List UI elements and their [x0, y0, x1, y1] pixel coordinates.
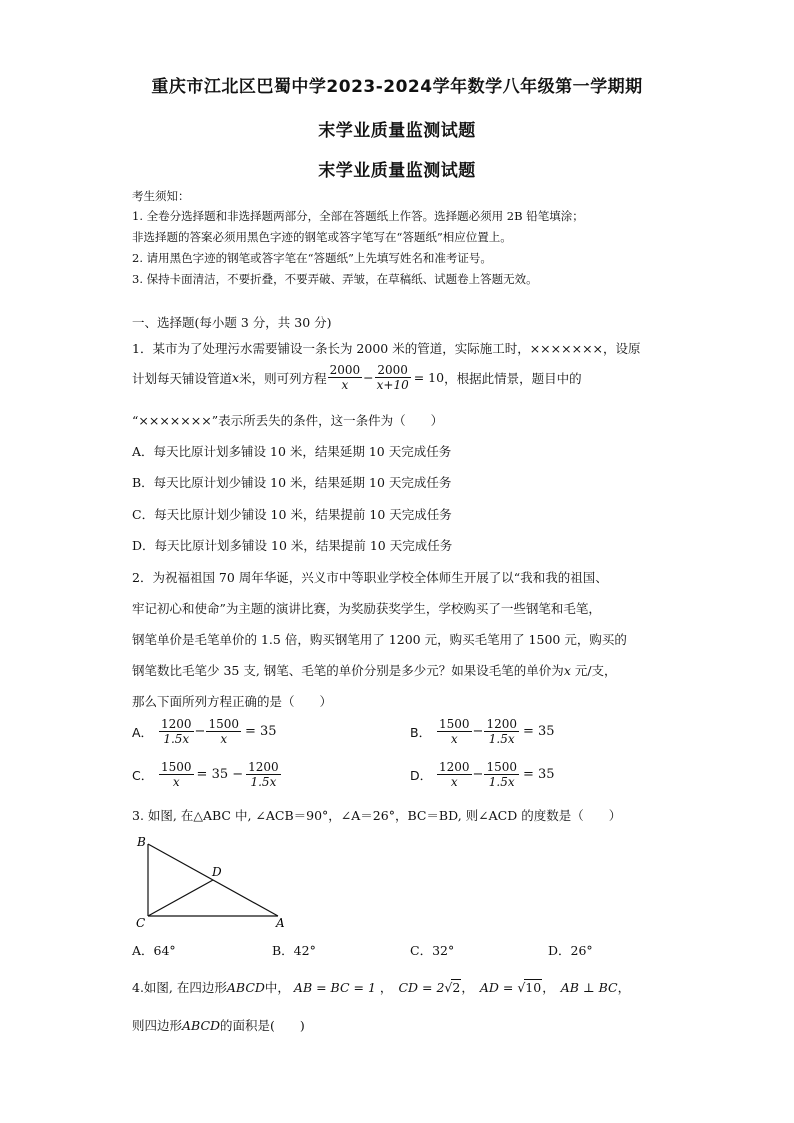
q3-segment-cd — [148, 880, 213, 916]
q2-d-n2: 1500 — [486, 760, 517, 774]
q2-text-4b: 元/支， — [570, 663, 617, 678]
q3-triangle-figure — [130, 830, 300, 930]
q2-line-2: 牢记初心和使命”为主题的演讲比赛，为奖励获奖学生，学校购买了一些钢笔和毛笔， — [132, 601, 601, 616]
q2-a-frac-1 — [159, 717, 194, 746]
q3-label-a: A — [276, 916, 285, 930]
q1-option-d[interactable]: D．每天比原计划多铺设 10 米，结果提前 10 天完成任务 — [132, 538, 453, 553]
q2-a-minus: − — [194, 724, 206, 739]
notice-item-1a: 1. 全卷分选择题和非选择题两部分，全部在答题纸上作答。选择题必须用 2B 铅笔填涂； — [132, 209, 584, 223]
q3-label-c: C — [136, 916, 146, 930]
q2-d-n1: 1200 — [439, 760, 470, 774]
q2-d-minus: − — [472, 767, 484, 782]
q4-sep-3: ， — [542, 980, 555, 995]
q4-cond-3: AD = √10 — [479, 980, 542, 995]
q2-d-frac-2 — [484, 760, 519, 789]
q2-text-4a: 钢笔数比毛笔少 35 支, 钢笔、毛笔的单价分别是多少元？如果设毛笔的单价为 — [132, 663, 564, 678]
notice-item-2: 2. 请用黑色字迹的钢笔或答字笔在“答题纸”上先填写姓名和准考证号。 — [132, 251, 492, 265]
q2-b-n2: 1200 — [486, 717, 517, 731]
q2-a-d1: 1.5x — [163, 732, 190, 746]
q1-text-a: 计划每天铺设管道 — [132, 370, 233, 386]
q4-cond-3-a: AD = — [479, 980, 518, 995]
q1-line-2 — [132, 363, 582, 392]
q4-text-b: 中， — [264, 980, 290, 995]
q1-fraction-1 — [328, 363, 363, 392]
q2-a-frac-2 — [206, 717, 241, 746]
q2-c-d1: x — [172, 775, 180, 789]
q1-fraction-2 — [375, 363, 411, 392]
q1-eq-rhs: = 10 — [413, 370, 445, 385]
q4-line-1 — [132, 978, 630, 996]
q2-c-d2: 1.5x — [250, 775, 277, 789]
q2-option-c[interactable] — [132, 760, 282, 789]
notice-heading: 考生须知： — [132, 189, 190, 203]
q4-cond-2: CD = 2√2 — [398, 980, 461, 995]
q1-line-3: “×××××××”表示所丢失的条件，这一条件为（ ） — [132, 413, 444, 428]
q2-option-a[interactable] — [132, 717, 277, 746]
q1-option-c[interactable]: C．每天比原计划少铺设 10 米，结果提前 10 天完成任务 — [132, 507, 452, 522]
q3-option-b[interactable]: B．42° — [272, 943, 316, 958]
q2-a-n1: 1200 — [161, 717, 192, 731]
q2-d-label: D． — [410, 767, 433, 783]
q2-b-n1: 1500 — [439, 717, 470, 731]
q2-b-frac-1 — [437, 717, 472, 746]
q4-line-2 — [132, 1016, 305, 1034]
q2-c-n2: 1200 — [248, 760, 279, 774]
q1-frac1-den: x — [341, 378, 349, 392]
q4-cond-2-a: CD = 2 — [398, 980, 445, 995]
section-heading: 一、选择题(每小题 3 分，共 30 分) — [132, 315, 332, 330]
q3-label-b: B — [137, 835, 146, 849]
q2-d-frac-1 — [437, 760, 472, 789]
q4-line-2b: 的面积是( ) — [220, 1018, 305, 1033]
q3-line-1: 3. 如图, 在△ABC 中, ∠ACB＝90°，∠A＝26°，BC＝BD, 则∠ACD 的度数是（ ） — [132, 808, 622, 823]
q2-b-label: B． — [410, 724, 432, 740]
q2-b-rhs: = 35 — [523, 724, 555, 739]
q1-minus: − — [363, 370, 374, 385]
q1-var-x: x — [232, 370, 240, 385]
title-line-1: 重庆市江北区巴蜀中学2023-2024学年数学八年级第一学期期 — [151, 77, 643, 97]
q4-cond-2-root: 2 — [452, 980, 461, 995]
title-line-3: 末学业质量监测试题 — [318, 161, 476, 181]
q2-option-b[interactable] — [410, 717, 555, 746]
q1-line-1: 1．某市为了处理污水需要铺设一条长为 2000 米的管道，实际施工时，×××××××，设原 — [132, 341, 641, 356]
q2-c-label: C． — [132, 767, 154, 783]
q2-d-rhs: = 35 — [523, 767, 555, 782]
q2-line-4 — [132, 661, 617, 679]
q1-option-a[interactable]: A．每天比原计划多铺设 10 米，结果延期 10 天完成任务 — [132, 444, 452, 459]
q2-c-mid: = 35 − — [196, 767, 244, 782]
q2-a-rhs: = 35 — [245, 724, 277, 739]
q4-text-a: 4.如图, 在四边形 — [132, 980, 227, 995]
q2-d-d1: x — [450, 775, 458, 789]
q2-option-d[interactable] — [410, 760, 555, 789]
q3-label-d: D — [212, 865, 222, 879]
q2-b-d1: x — [450, 732, 458, 746]
q4-cond-4: AB ⊥ BC — [560, 979, 618, 995]
q3-option-d[interactable]: D．26° — [548, 943, 593, 958]
q4-abcd-2: ABCD — [182, 1018, 221, 1033]
title-line-2: 末学业质量监测试题 — [318, 121, 476, 141]
q1-frac2-den: x+10 — [376, 378, 409, 392]
q2-a-label: A． — [132, 724, 154, 740]
q2-c-n1: 1500 — [161, 760, 192, 774]
q4-sep-1: ， — [379, 980, 393, 995]
q1-frac2-num: 2000 — [375, 363, 411, 378]
notice-item-1b: 非选择题的答案必须用黑色字迹的钢笔或答字笔写在“答题纸”相应位置上。 — [132, 230, 512, 244]
q4-cond-1: AB = BC = 1 — [293, 979, 376, 995]
q2-b-frac-2 — [484, 717, 519, 746]
q2-c-frac-2 — [246, 760, 281, 789]
q4-sep-2: ， — [461, 980, 474, 995]
notice-item-3: 3. 保持卡面清洁，不要折叠，不要弄破、弄皱，在草稿纸、试题卷上答题无效。 — [132, 272, 538, 286]
q2-var-x: x — [563, 663, 571, 678]
q4-abcd: ABCD — [226, 979, 265, 995]
q1-text-b: 米，则可列方程 — [239, 370, 327, 386]
q1-frac1-num: 2000 — [329, 363, 361, 377]
q2-a-d2: x — [220, 732, 228, 746]
q2-c-frac-1 — [159, 760, 194, 789]
q4-line-2a: 则四边形 — [132, 1018, 183, 1033]
q2-b-d2: 1.5x — [488, 732, 515, 746]
q1-text-c: ，根据此情景，题目中的 — [444, 370, 582, 386]
q2-d-d2: 1.5x — [488, 775, 515, 789]
q2-b-minus: − — [472, 724, 484, 739]
q1-option-b[interactable]: B．每天比原计划少铺设 10 米，结果延期 10 天完成任务 — [132, 475, 452, 490]
q2-line-3: 钢笔单价是毛笔单价的 1.5 倍，购买钢笔用了 1200 元，购买毛笔用了 1500 元，购买的 — [132, 632, 627, 647]
q4-sep-4: ， — [617, 980, 631, 995]
q2-line-5: 那么下面所列方程正确的是（ ） — [132, 694, 333, 709]
q3-option-a[interactable]: A．64° — [132, 943, 176, 958]
q2-a-n2: 1500 — [208, 717, 239, 731]
q4-cond-3-root: 10 — [525, 980, 542, 995]
q3-option-c[interactable]: C．32° — [410, 943, 455, 958]
q2-line-1: 2．为祝福祖国 70 周年华诞，兴义市中等职业学校全体师生开展了以“我和我的祖国、 — [132, 570, 608, 585]
